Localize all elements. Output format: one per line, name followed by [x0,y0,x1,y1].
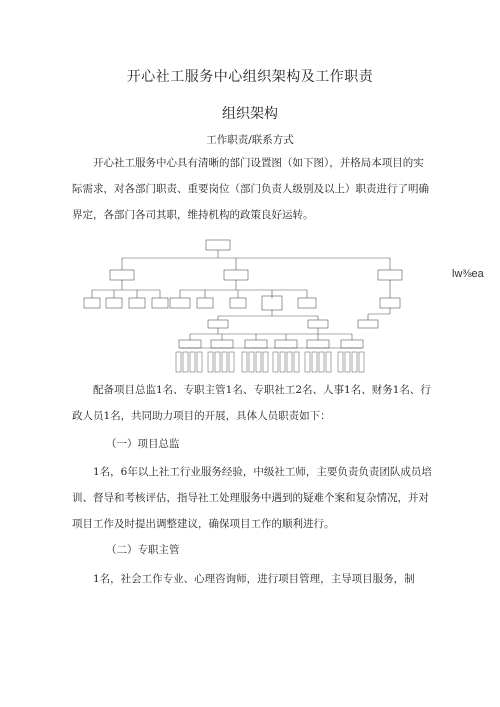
side-note: lw⅜ea [452,268,484,280]
document-title: 开心社工服务中心组织架构及工作职责 [126,69,374,85]
section1-heading: （一）项目总监 [106,438,180,450]
section2-heading: （二）专职主管 [106,544,180,556]
section1-body: 1名，6年以上社工行业服务经验，中级社工师，主要负责负责团队成员培训、督导和考核评估，指导社工处理服务中遇到的疑难个案和复杂情况，并对项目工作及时提出调整建议，确保项目工作的顺利进行。 [72,466,432,530]
intro-paragraph: 开心社工服务中心具有清晰的部门设置图（如下图），并格局本项目的实际需求，对各部门职责、重要岗位（部门负责人级别及以上）职责进行了明确界定，各部门各司其职，维持机构的政策良好运转。 [72,157,429,221]
section2-body: 1名，社会工作专业、心理咨询师，进行项目管理，主导项目服务，制 [72,573,415,585]
org-leaf-row [176,352,364,372]
staffing-paragraph: 配备项目总监1名、专职主管1名、专职社工2名、人事1名、财务1名、行政人员1名，共同助力项目的开展，具体人员职责如下： [72,384,431,422]
caption: 工作职责/联系方式 [206,134,294,146]
org-box-top [206,240,230,250]
section-title: 组织架构 [222,106,278,122]
